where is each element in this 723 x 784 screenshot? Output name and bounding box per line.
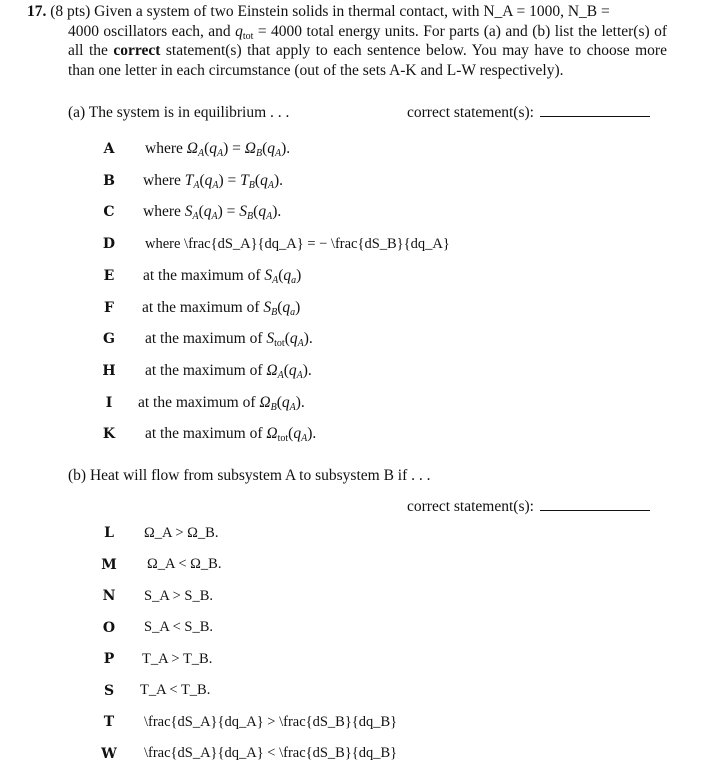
part-a-prompt: (a) The system is in equilibrium . . . (68, 104, 290, 121)
question-number: 17. (27, 3, 47, 20)
question-body: 4000 oscillators each, and $q_{tot} = 4000$ total energy units. For parts (a) and (b) list the letter(s) of all the (68, 22, 667, 59)
statement-letter: F (104, 299, 114, 316)
statement-letter: I (105, 394, 113, 411)
statement-letter: G (103, 331, 115, 348)
statement-text: Ω_A > Ω_B. (144, 524, 219, 541)
part-a-answer-blank[interactable] (540, 115, 650, 117)
part-b-answer-label: correct statement(s): (407, 498, 534, 515)
statement-text: where $T_A(q_A) = T_B(q_A)$. (143, 171, 283, 191)
statement-letter: H (102, 362, 116, 379)
question-end: statement(s) that apply to each sentence below. You may have to choose more than one letter in each circumstance (out of the sets A-K and L-W respectively). (68, 42, 667, 79)
statement-letter: D (102, 236, 116, 253)
statement-letter: A (103, 141, 115, 157)
statement-text: at the maximum of $\Omega_{tot}(q_A)$. (145, 425, 317, 445)
statement-text: S_A < S_B. (144, 619, 214, 635)
part-a-answer (407, 104, 650, 122)
part-a-answer-label: correct statement(s): (407, 104, 534, 121)
statement-text: at the maximum of $\Omega_B(q_A)$. (138, 393, 305, 413)
statement-text: \frac{dS_A}{dq_A} < \frac{dS_B}{dq_B} (144, 745, 398, 761)
statement-letter: O (102, 619, 116, 636)
statement-letter: K (102, 426, 116, 443)
statement-text: at the maximum of $S_A(q_a)$ (143, 266, 302, 286)
statement-text: Ω_A < Ω_B. (147, 556, 222, 572)
statement-text: at the maximum of $S_B(q_a)$ (142, 298, 301, 318)
question-text (27, 2, 667, 80)
statement-letter: E (103, 267, 115, 284)
statement-letter: B (103, 172, 115, 189)
statement-text: where $S_A(q_A) = S_B(q_A)$. (143, 203, 282, 223)
statement-text: at the maximum of $\Omega_A(q_A)$. (145, 361, 312, 381)
statement-letter: M (101, 556, 117, 573)
statement-text: T_A < T_B. (140, 682, 211, 698)
statement-letter: C (103, 204, 115, 221)
statement-text: where \frac{dS_A}{dq_A} = − \frac{dS_B}{dq_A} (145, 235, 450, 252)
statement-letter: P (103, 651, 115, 667)
part-b-prompt: (b) Heat will flow from subsystem A to subsystem B if . . . (68, 467, 431, 484)
statement-letter: S (103, 682, 115, 699)
statement-text: at the maximum of $S_{tot}(q_A)$. (145, 330, 313, 350)
bold-correct: correct (113, 42, 161, 59)
question-line1: (8 pts) Given a system of two Einstein solids in thermal contact, with N_A = 1000, N_B = (50, 3, 610, 20)
statement-letter: N (102, 588, 116, 604)
statement-text: where $\Omega_A(q_A) = \Omega_B(q_A)$. (145, 140, 291, 159)
statement-text: \frac{dS_A}{dq_A} > \frac{dS_B}{dq_B} (144, 713, 398, 730)
statement-letter: W (101, 745, 117, 762)
statement-text: T_A > T_B. (142, 650, 213, 667)
part-b-answer (407, 498, 650, 516)
part-b-answer-blank[interactable] (540, 509, 650, 511)
statement-letter: L (104, 525, 114, 541)
statement-text: S_A > S_B. (144, 587, 214, 604)
statement-letter: T (103, 714, 115, 730)
